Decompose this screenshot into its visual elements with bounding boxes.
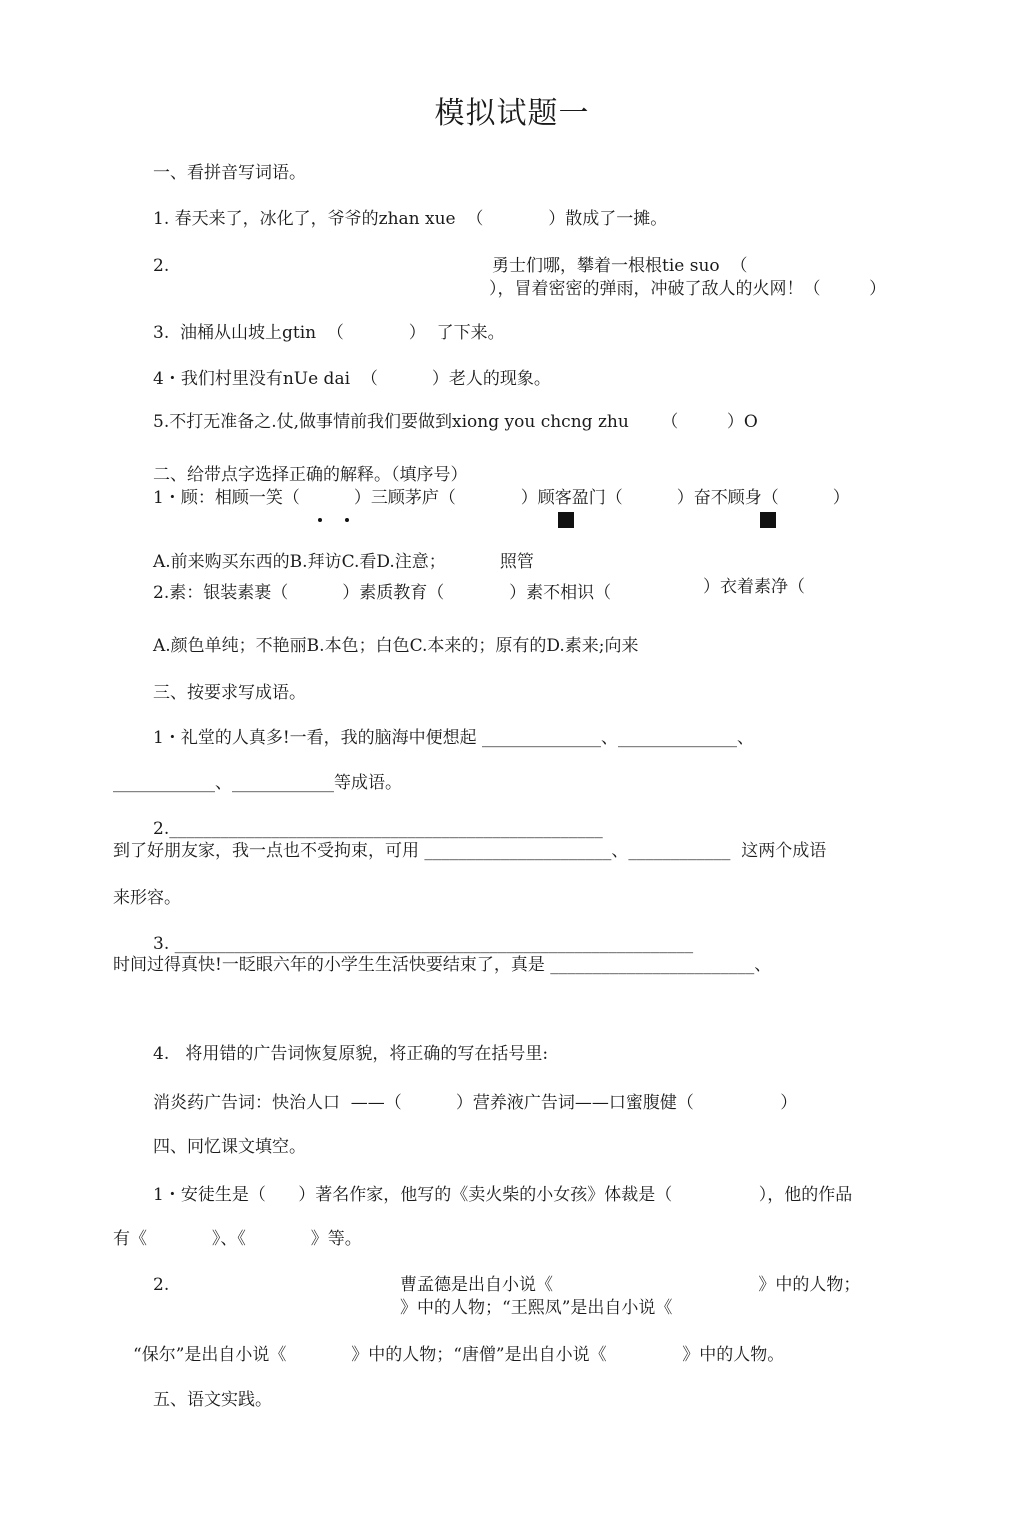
- text-line: 3. 油桶从山坡上gtin （ ） 了下来。: [153, 323, 505, 343]
- emphasis-dot: [318, 518, 322, 522]
- text-line: 4. 将用错的广告词恢复原貌，将正确的写在括号里:: [153, 1044, 549, 1064]
- text-line: 一、看拼音写词语。: [153, 163, 306, 183]
- text-line: 三、按要求写成语。: [153, 683, 306, 703]
- text-line: 来形容。: [113, 888, 181, 908]
- text-line: 四、冋忆课文填空。: [153, 1137, 306, 1157]
- text-line: ），冒着密密的弹雨，冲破了敌人的火网！（ ）: [489, 279, 887, 299]
- text-line: 5.不打无准备之.仗,做事情前我们要做到xiong you chcng zhu （ ）O: [153, 412, 758, 432]
- text-line: 》中的人物；“王熙凤”是出自小说《: [400, 1298, 673, 1318]
- text-line: 1・顾：相顾一笑（ ）三顾茅庐（ ）顾客盈门（ ）奋不顾身（ ）: [153, 488, 850, 508]
- text-line: 1. 春天来了，冰化了，爷爷的zhan xue （ ）散成了一摊。: [153, 209, 668, 229]
- text-line: 3. _____________________________________________________________: [153, 934, 694, 954]
- text-line: ____________、____________等成语。: [113, 773, 402, 793]
- text-line: A.前来购买东西的B.拜访C.看D.注意； 照管: [153, 552, 534, 572]
- text-line: 到了好朋友家，我一点也不受拘束，可用 ______________________、____________ 这两个成语: [113, 841, 827, 861]
- text-line: 时间过得真快!一眨眼六年的小学生生活快要结束了，真是 ________________________、: [113, 955, 772, 975]
- text-line: 2.___________________________________________________: [153, 819, 603, 839]
- text-line: 2.素：银装素裹（ ）素质教育（ ）素不相识（: [153, 583, 612, 603]
- text-line: 1・安徒生是（ ）著名作家，他写的《卖火柴的小女孩》体裁是（ ），他的作品: [153, 1185, 853, 1205]
- text-line: 消炎药广告词：快治人口 ——（ ）营养液广告词——口蜜腹健（ ）: [153, 1093, 798, 1113]
- text-line: 有《 》、《 》等。: [113, 1229, 362, 1249]
- black-square-mark: [558, 512, 574, 528]
- text-line: A.颜色单纯；不艳丽B.本色；白色C.本来的；原有的D.素来;向来: [153, 636, 639, 656]
- text-line: 勇士们哪，攀着一根根tie suo （: [492, 256, 748, 276]
- text-line: 曹孟德是出自小说《 》中的人物；: [400, 1275, 861, 1295]
- text-line: 1・礼堂的人真多!一看，我的脑海中便想起 ______________、______________、: [153, 728, 755, 748]
- text-line: 二、给带点字选择正确的解释。（填序号）: [153, 465, 468, 485]
- emphasis-dot: [345, 518, 349, 522]
- text-line: 2.: [153, 256, 170, 276]
- text-line: 2.: [153, 1275, 170, 1295]
- page-title: 模拟试题一: [434, 96, 590, 131]
- text-line: ）衣着素净（: [703, 577, 805, 597]
- text-line: “保尔”是出自小说《 》中的人物；“唐僧”是出自小说《 》中的人物。: [133, 1345, 785, 1365]
- black-square-mark: [760, 512, 776, 528]
- text-line: 五、语文实践。: [153, 1390, 272, 1410]
- text-line: 4・我们村里没有nUe dai （ ）老人的现象。: [153, 369, 551, 389]
